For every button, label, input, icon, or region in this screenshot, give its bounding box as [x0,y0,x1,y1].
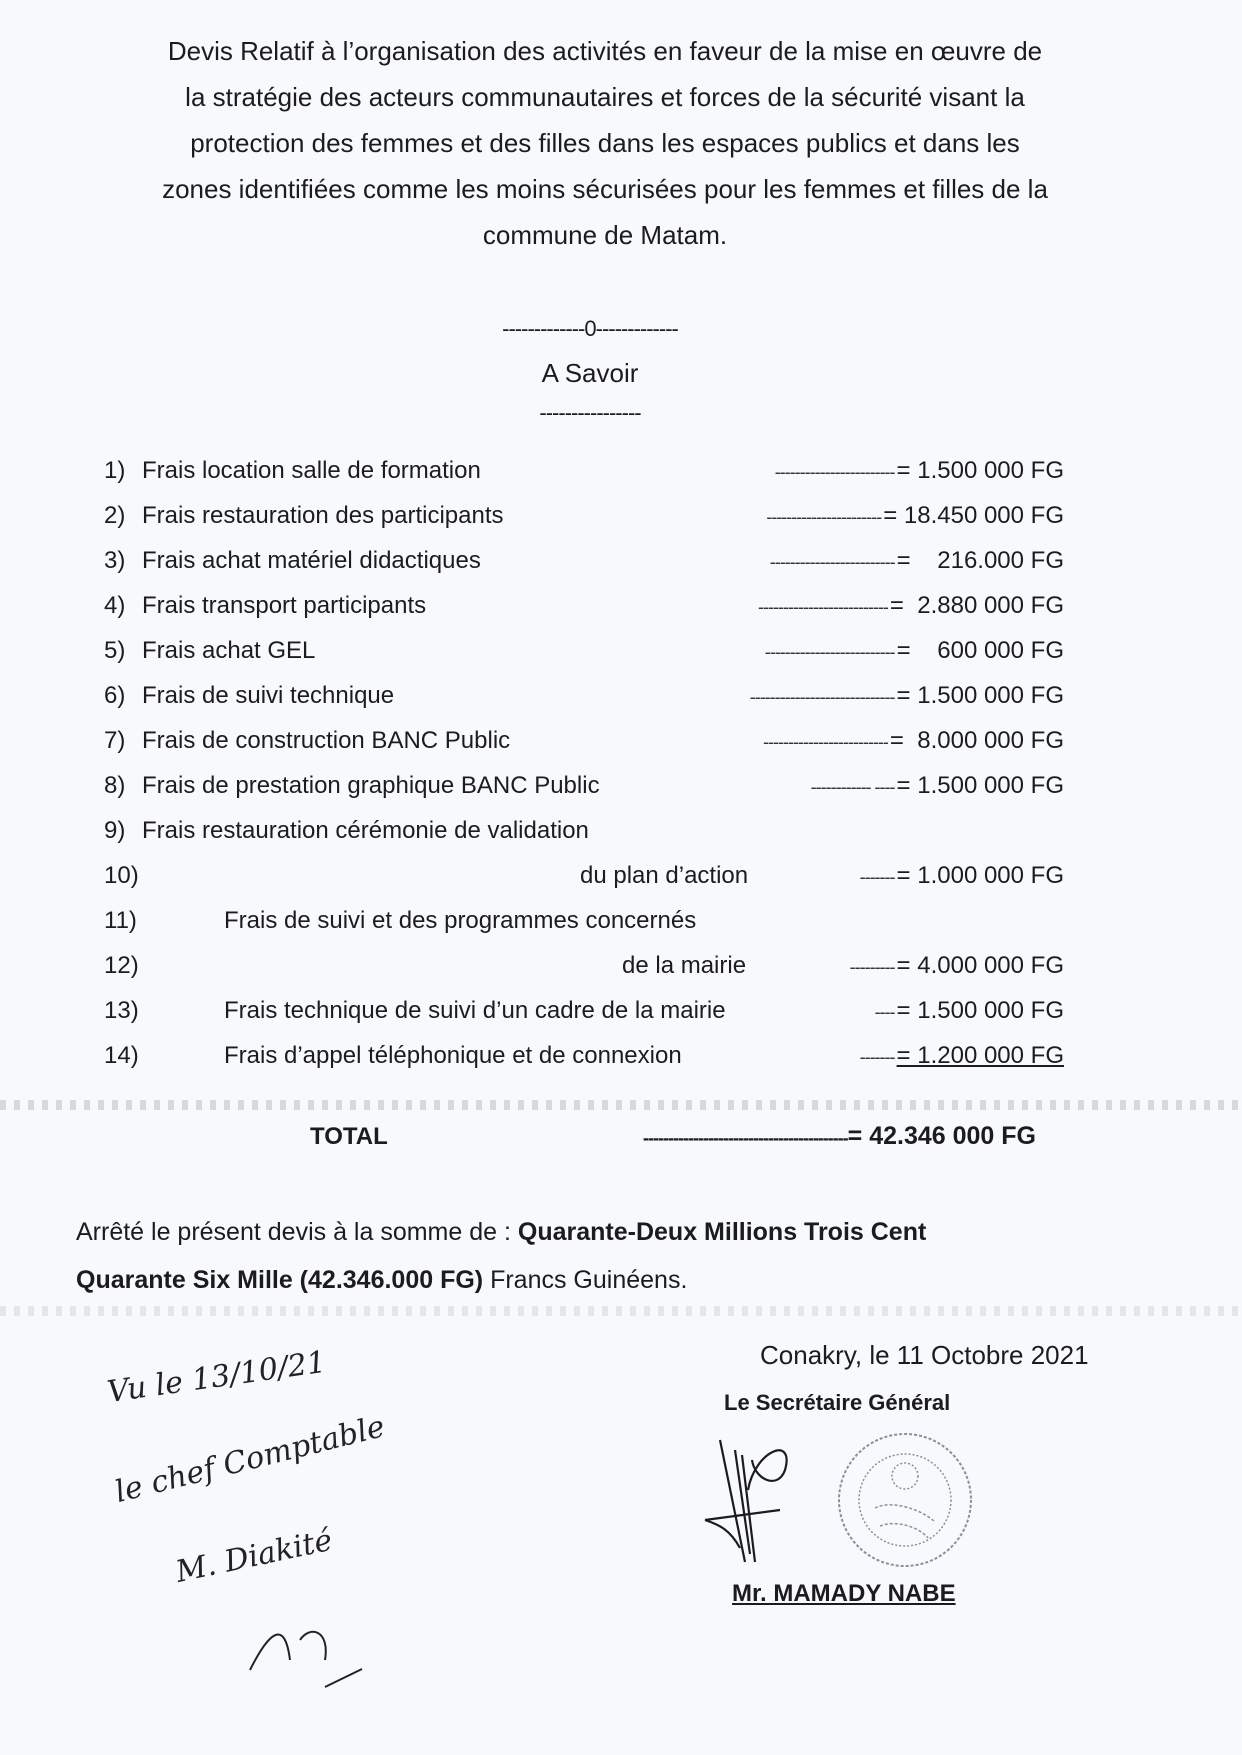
item-number: 13) [104,997,139,1024]
official-stamp [820,1430,990,1570]
handwritten-note-line: le chef Comptable [111,1409,389,1510]
item-leader-dots: ----------------------------- [749,687,895,707]
item-label: Frais achat GEL [142,637,316,664]
item-amount: = 1.000 000 FG [896,862,1064,889]
document-title [40,28,1170,258]
total-label: TOTAL [310,1123,388,1150]
item-label: Frais transport participants [142,592,427,619]
cost-item-row [104,718,1064,763]
handwritten-note-line: M. Diakité [172,1522,336,1590]
item-amount: = 1.500 000 FG [896,997,1064,1024]
item-label: Frais de construction BANC Public [142,727,511,754]
subtitle: A Savoir [541,358,639,388]
item-leader-dots: ------- [859,867,895,887]
place-date: Conakry, le 11 Octobre 2021 [760,1340,1089,1370]
item-number: 9) [104,817,126,844]
item-label: Frais restauration cérémonie de validation [142,817,589,844]
total-leader-dots: ----------------------------------------- [642,1128,848,1148]
item-label: Frais de suivi et des programmes concernés [224,907,697,934]
cost-item-row [104,493,1064,538]
item-label: Frais d’appel téléphonique et de connexion [224,1042,682,1069]
closing-statement [76,1208,1136,1304]
item-leader-dots: --------- [849,957,895,977]
closing-prefix: Arrêté le présent devis à la somme de : [76,1218,511,1246]
title-line: protection des femmes et des filles dans les espaces publics et dans les [190,128,1020,158]
total-row [310,1122,1036,1151]
item-leader-dots: ------------------------- [769,552,895,572]
cost-item-row [104,763,1064,808]
handwritten-note-line: Vu le 13/10/21 [105,1344,329,1410]
item-leader-dots: ------------ ---- [810,777,895,797]
item-number: 11) [104,907,137,934]
cost-item-row [104,583,1064,628]
item-label: Frais location salle de formation [142,457,481,484]
item-amount: = 600 000 FG [896,637,1064,664]
cost-items-list [104,448,1064,1078]
item-number: 8) [104,772,126,799]
total-amount: = 42.346 000 FG [847,1122,1036,1150]
handwritten-initials [100,1365,460,1705]
item-label: Frais achat matériel didactiques [142,547,481,574]
item-amount: = 1.500 000 FG [896,772,1064,799]
item-number: 14) [104,1042,139,1069]
item-number: 5) [104,637,126,664]
cost-item-row [104,538,1064,583]
item-number: 7) [104,727,126,754]
item-leader-dots: -------------------------- [764,642,895,662]
item-leader-dots: ------- [859,1047,895,1067]
title-line: commune de Matam. [482,220,728,250]
item-number: 10) [104,862,139,889]
cost-item-row [104,898,1064,943]
item-amount: = 4.000 000 FG [896,952,1064,979]
closing-suffix: Francs Guinéens. [490,1266,688,1294]
title-line: Devis Relatif à l’organisation des activités en faveur de la mise en œuvre de [167,36,1043,66]
cost-item-row [104,673,1064,718]
cost-item-row [104,1033,1064,1078]
cost-item-row [104,628,1064,673]
cost-item-row [104,943,1064,988]
item-label: Frais de suivi technique [142,682,395,709]
separator-bottom: ---------------- [539,400,641,425]
item-number: 6) [104,682,126,709]
closing-amount-words-2: Quarante Six Mille (42.346.000 FG) [76,1266,484,1294]
item-amount: = 2.880 000 FG [889,592,1064,619]
item-leader-dots: ------------------------- [763,732,888,752]
item-amount: = 216.000 FG [896,547,1064,574]
cost-item-row [104,448,1064,493]
item-amount: = 8.000 000 FG [889,727,1064,754]
item-label: Frais restauration des participants [142,502,504,529]
signatory-name: Mr. MAMADY NABE [732,1580,956,1607]
title-line: la stratégie des acteurs communautaires et forces de la sécurité visant la [185,82,1025,112]
item-number: 12) [104,952,139,979]
item-leader-dots: ---- [874,1002,895,1022]
item-leader-dots: ------------------------ [774,462,895,482]
item-label: du plan d’action [580,862,749,889]
closing-amount-words-1: Quarante-Deux Millions Trois Cent [517,1218,927,1246]
separator-top: -------------0------------- [502,316,678,341]
item-amount: = 1.200 000 FG [896,1042,1064,1069]
scan-artifact [0,1306,1242,1316]
cost-item-row [104,988,1064,1033]
item-number: 2) [104,502,126,529]
item-leader-dots: ----------------------- [766,507,882,527]
scan-artifact [0,1100,1242,1110]
cost-item-row [104,808,1064,853]
signature-image [700,1430,820,1570]
handwritten-note [100,1344,460,1705]
item-leader-dots: -------------------------- [758,597,888,617]
title-line: zones identifiées comme les moins sécurisées pour les femmes et filles de la [162,174,1048,204]
item-number: 4) [104,592,126,619]
cost-item-row [104,853,1064,898]
signatory-title: Le Secrétaire Général [724,1390,951,1415]
item-amount: = 18.450 000 FG [883,502,1064,529]
item-number: 1) [104,457,126,484]
item-number: 3) [104,547,126,574]
item-amount: = 1.500 000 FG [896,457,1064,484]
item-label: de la mairie [622,952,747,979]
item-label: Frais technique de suivi d’un cadre de la mairie [224,997,726,1024]
item-label: Frais de prestation graphique BANC Public [142,772,600,799]
item-amount: = 1.500 000 FG [896,682,1064,709]
